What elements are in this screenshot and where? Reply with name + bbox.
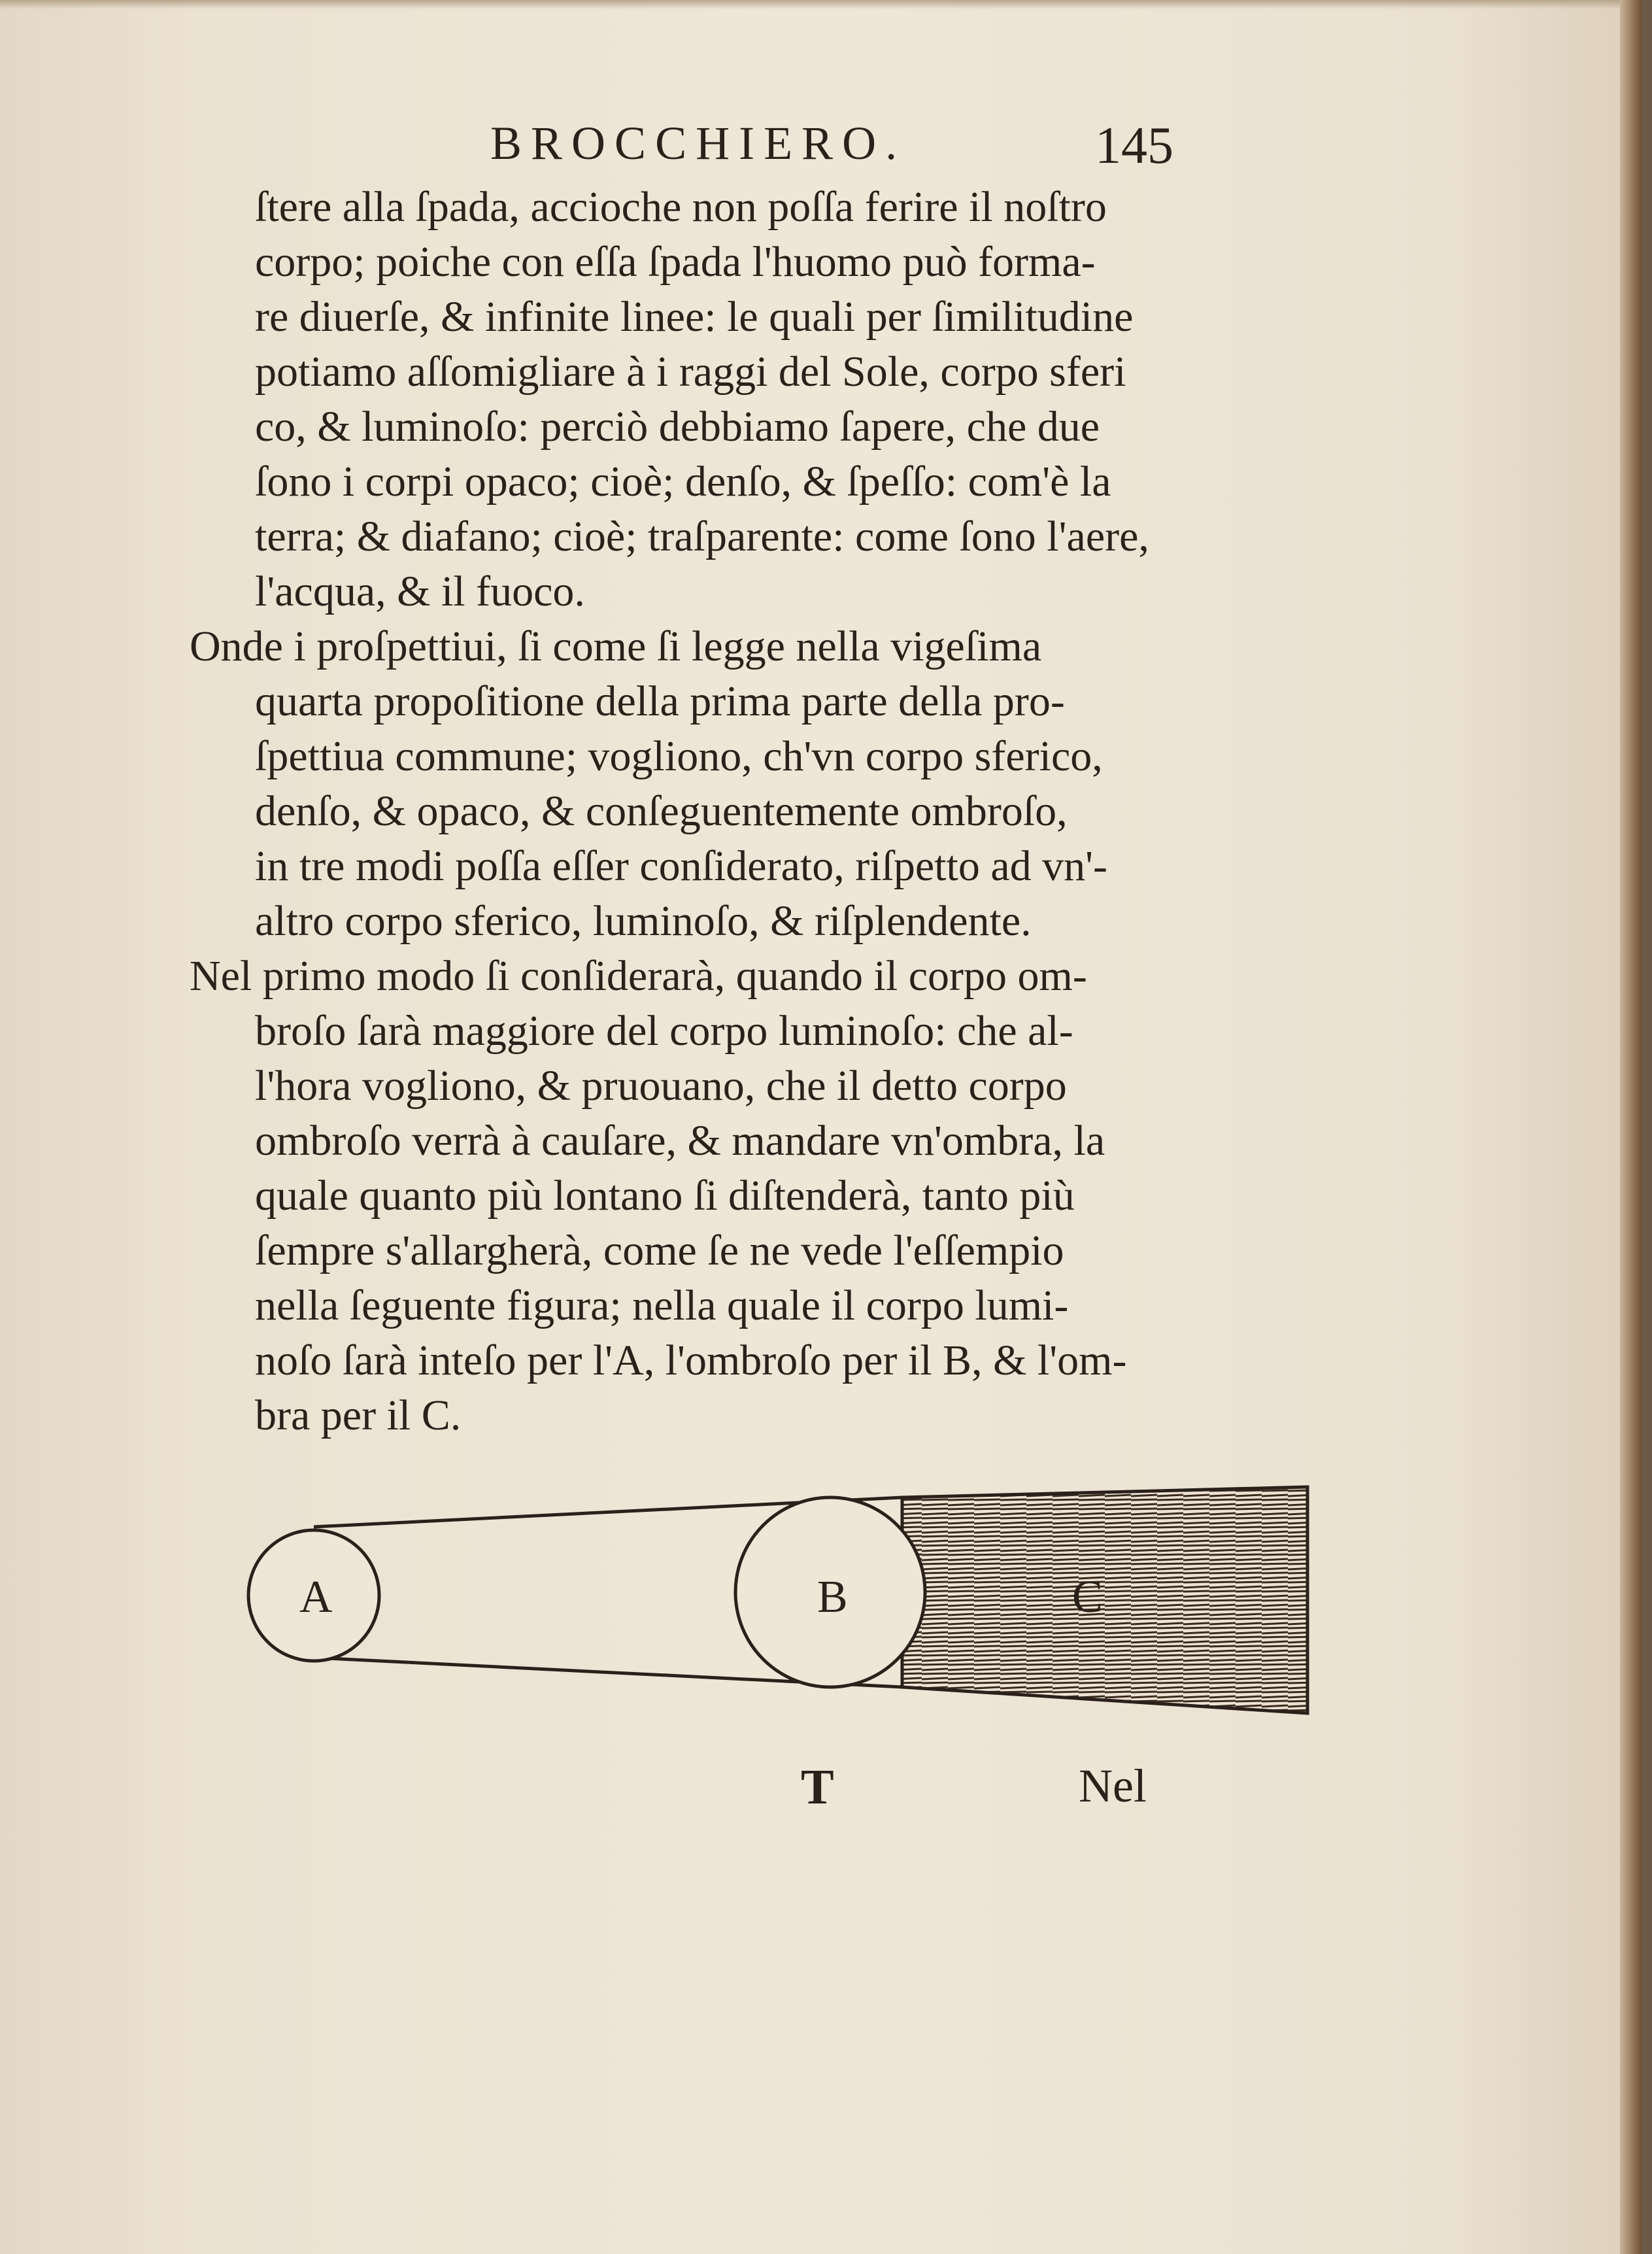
- text-line: ſtere alla ſpada, accioche non poſſa ferire il noſtro: [255, 183, 1107, 231]
- signature-mark: T: [801, 1760, 834, 1815]
- text-line: Nel primo modo ſi conſiderarà, quando il corpo om-: [190, 952, 1087, 1000]
- text-line: ſono i corpi opaco; cioè; denſo, & ſpeſſo: com'è la: [255, 458, 1111, 505]
- text-line: noſo ſarà inteſo per l'A, l'ombroſo per il B, & l'om-: [255, 1337, 1127, 1384]
- text-line: ſempre s'allargherà, come ſe ne vede l'eſſempio: [255, 1227, 1064, 1274]
- label-c: C: [1072, 1572, 1103, 1622]
- paragraph-1: [190, 180, 1249, 619]
- page-top-edge: [0, 0, 1642, 9]
- label-a: A: [299, 1572, 333, 1622]
- page-right-edge: [1620, 0, 1642, 2254]
- page-footer: [0, 1759, 1642, 1824]
- text-line: quarta propoſitione della prima parte della pro-: [255, 677, 1065, 725]
- text-line: ombroſo verrà à cauſare, & mandare vn'ombra, la: [255, 1117, 1105, 1165]
- text-line: l'acqua, & il fuoco.: [255, 568, 585, 615]
- text-line: Onde i proſpettiui, ſi come ſi legge nella vigeſima: [190, 623, 1042, 670]
- paragraph-2: [190, 619, 1249, 949]
- shadow-figure: [242, 1484, 1321, 1733]
- catchword: Nel: [1079, 1760, 1147, 1812]
- page-header: [0, 116, 1642, 188]
- text-line: nella ſeguente figura; nella quale il corpo lumi-: [255, 1282, 1069, 1329]
- text-line: potiamo aſſomigliare à i raggi del Sole, corpo sferi: [255, 348, 1126, 396]
- text-line: ſpettiua commune; vogliono, ch'vn corpo sferico,: [255, 732, 1103, 780]
- text-line: corpo; poiche con eſſa ſpada l'huomo può forma-: [255, 238, 1096, 286]
- text-line: altro corpo sferico, luminoſo, & riſplendente.: [255, 897, 1032, 945]
- page-number: 145: [1095, 117, 1173, 175]
- label-b: B: [817, 1572, 848, 1622]
- text-line: re diuerſe, & infinite linee: le quali per ſimilitudine: [255, 293, 1134, 341]
- text-line: co, & luminoſo: perciò debbiamo ſapere, che due: [255, 403, 1100, 451]
- shadow-diagram: [242, 1484, 1321, 1733]
- shadow-region: [902, 1487, 1307, 1713]
- text-line: quale quanto più lontano ſi diſtenderà, tanto più: [255, 1172, 1075, 1220]
- text-line: denſo, & opaco, & conſeguentemente ombroſo,: [255, 787, 1068, 835]
- text-line: bra per il C.: [255, 1392, 462, 1439]
- text-line: broſo ſarà maggiore del corpo luminoſo: che al-: [255, 1007, 1073, 1055]
- running-head: BROCCHIERO.: [490, 117, 907, 169]
- text-line: in tre modi poſſa eſſer conſiderato, riſpetto ad vn'-: [255, 842, 1107, 890]
- text-block: [190, 180, 1249, 1443]
- text-line: terra; & diafano; cioè; traſparente: come ſono l'aere,: [255, 513, 1149, 560]
- paragraph-3: [190, 949, 1249, 1443]
- text-line: l'hora vogliono, & pruouano, che il detto corpo: [255, 1062, 1067, 1110]
